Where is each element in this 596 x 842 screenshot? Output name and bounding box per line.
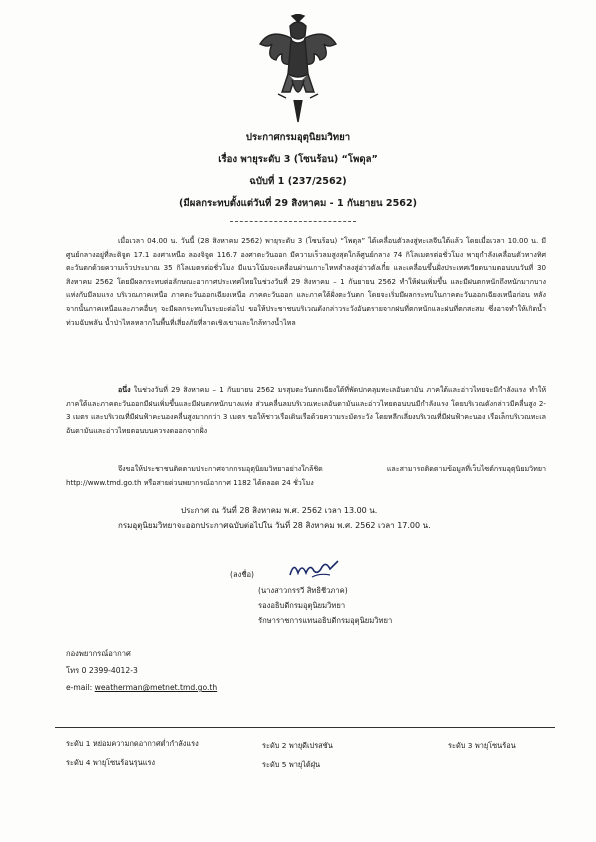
paragraph-monsoon-text: ในช่วงวันที่ 29 สิงหาคม – 1 กันยายน 2562 มรสุมตะวันตกเฉียงใต้ที่พัดปกคลุมทะเลอันดามัน ภาคใต้และอ่าวไทยจะมีกำลังแรง ทำให้ภาคใต้และภาคตะวันออกมีฝนเพิ่มขึ้นและมีฝนตกหนักบางแห่ง ส่วนคลื่นลมบริเวณทะเลอันดามันและอ่าวไทยตอนบนมีกำลังแรง โดยบริเวณดังกล่าวมีคลื่นสูง 2-3 เมตร และบริเวณที่มีฝนฟ้าคะนองคลื่นสูงมากกว่า 3 เมตร ขอให้ชาวเรือเดินเรือด้วยความระมัดระวัง โดยหลีกเลี่ยงบริเวณที่มีฝนฟ้าคะนอง เรือเล็กบริเวณทะเลอันดามันและอ่าวไทยตอนบนควรงดออกจากฝั่ง	[66, 385, 546, 435]
announcement-title: ประกาศกรมอุตุนิยมวิทยา	[245, 132, 351, 143]
issue-number: ฉบับที่ 1 (237/2562)	[249, 176, 347, 187]
effective-period: (มีผลกระทบตั้งแต่วันที่ 29 สิงหาคม - 1 กันยายน 2562)	[178, 198, 418, 209]
handwritten-signature	[286, 557, 342, 581]
legend-level-1: ระดับ 1 หย่อมความกดอากาศต่ำกำลังแรง	[66, 739, 199, 748]
legend-level-5: ระดับ 5 พายุไต้ฝุ่น	[262, 760, 321, 769]
legend-level-2: ระดับ 2 พายุดีเปรสชัน	[262, 741, 333, 750]
signed-label: (ลงชื่อ)	[230, 570, 255, 579]
signatory-position: รองอธิบดีกรมอุตุนิยมวิทยา	[258, 601, 346, 610]
paragraph-storm-detail: เมื่อเวลา 04.00 น. วันนี้ (28 สิงหาคม 2562) พายุระดับ 3 (โซนร้อน) “โพดุล” ได้เคลื่อนตัวลงสู่ทะเลจีนใต้แล้ว โดยเมื่อเวลา 10.00 น. มีศูนย์กลางอยู่ที่ละติจูด 17.1 องศาเหนือ ลองจิจูด 116.7 องศาตะวันออก มีความเร็วลมสูงสุดใกล้ศูนย์กลาง 74 กิโลเมตรต่อชั่วโมง พายุกำลังเคลื่อนตัวทางทิศตะวันตกด้วยความเร็วประมาณ 35 กิโลเมตรต่อชั่วโมง มีแนวโน้มจะเคลื่อนผ่านเกาะไหหลำลงสู่อ่าวตังเกี๋ย และเคลื่อนขึ้นฝั่งประเทศเวียดนามตอนบนวันที่ 30 สิงหาคม 2562 โดยมีผลกระทบต่อลักษณะอากาศประเทศไทยในช่วงวันที่ 29 สิงหาคม – 1 กันยายน 2562 ทำให้ฝนเพิ่มขึ้น และมีฝนตกหนักถึงหนักมากบางแห่งกับมีลมแรง บริเวณภาคเหนือ ภาคตะวันออกเฉียงเหนือ ภาคตะวันออก และภาคใต้ฝั่งตะวันตก โดยจะเริ่มมีผลกระทบในภาคตะวันออกเฉียงเหนือก่อน หลังจากนั้นภาคเหนือและภาคอื่นๆ จะมีผลกระทบในระยะต่อไป ขอให้ประชาชนบริเวณดังกล่าวระวังอันตรายจากฝนที่ตกหนักและฝนที่ตกสะสม ซึ่งอาจทำให้เกิดน้ำท่วมฉับพลัน น้ำป่าไหลหลากในพื้นที่เสี่ยงภัยที่ลาดเชิงเขาและใกล้ทางน้ำไหล	[66, 236, 546, 327]
email-label: e-mail:	[66, 683, 95, 692]
announcement-subject: เรื่อง พายุระดับ 3 (โซนร้อน) “โพดุล”	[218, 154, 378, 165]
paragraph-follow-up: จึงขอให้ประชาชนติดตามประกาศจากกรมอุตุนิยมวิทยาอย่างใกล้ชิด และสามารถติดตามข้อมูลที่เว็บไซต์กรมอุตุนิยมวิทยา http://www.tmd.go.th หรือสายด่วนพยากรณ์อากาศ 1182 ได้ตลอด 24 ชั่วโมง	[66, 464, 546, 487]
office-name: กองพยากรณ์อากาศ	[66, 649, 131, 658]
issued-datetime: ประกาศ ณ วันที่ 28 สิงหาคม พ.ศ. 2562 เวลา 13.00 น.	[181, 506, 378, 515]
garuda-emblem	[258, 14, 338, 124]
office-phone: โทร 0 2399-4012-3	[66, 666, 138, 675]
separator-line	[230, 221, 356, 222]
next-issue-datetime: กรมอุตุนิยมวิทยาจะออกประกาศฉบับต่อไปใน วันที่ 28 สิงหาคม พ.ศ. 2562 เวลา 17.00 น.	[118, 521, 431, 530]
office-email	[66, 681, 217, 695]
footer-divider	[55, 727, 555, 728]
email-link[interactable]: weatherman@metnet.tmd.go.th	[94, 683, 218, 692]
signatory-acting-position: รักษาราชการแทนอธิบดีกรมอุตุนิยมวิทยา	[258, 616, 393, 625]
legend-level-3: ระดับ 3 พายุโซนร้อน	[448, 741, 516, 750]
signatory-name: (นางสาวกรรวี สิทธิชีวภาค)	[258, 586, 348, 595]
legend-level-4: ระดับ 4 พายุโซนร้อนรุนแรง	[66, 758, 156, 767]
paragraph-monsoon	[66, 383, 546, 437]
paragraph-monsoon-lead: อนึ่ง	[118, 385, 131, 394]
